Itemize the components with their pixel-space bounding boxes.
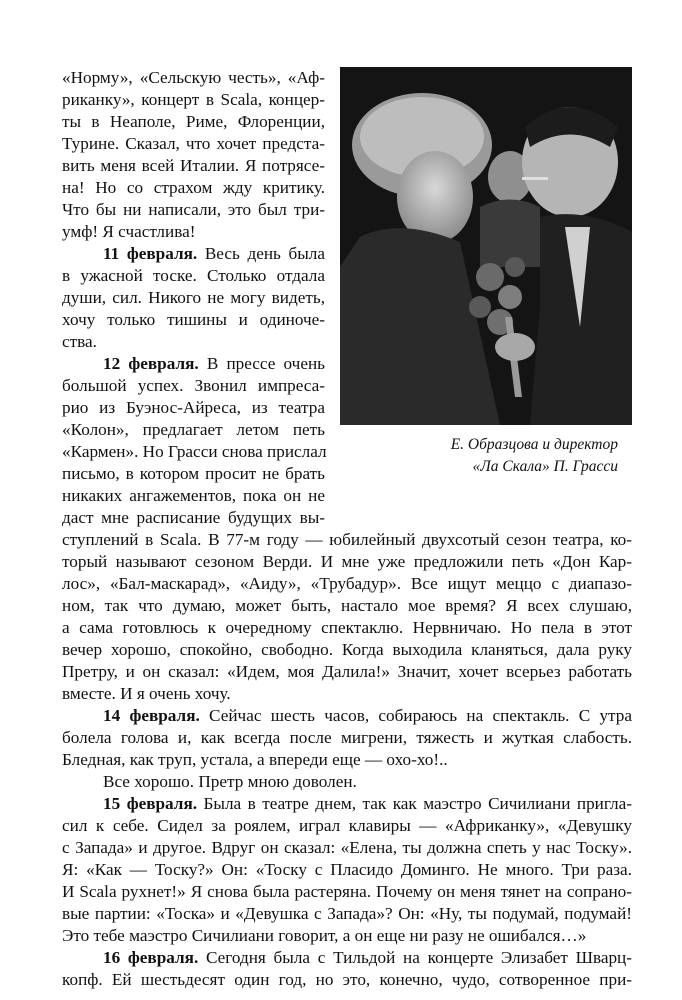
text-line: Это тебе маэстро Сичилиани говорит, а он еще ни разу не ошибался…» [62,926,587,945]
text-line: Сегодня была с Тильдой на концерте Элизабет Шварц- [198,948,632,967]
text-line: умф! Я счастлива! [62,222,196,241]
text-line: вечер хорошо, спокойно, свободно. Когда выходила кланяться, дала руку [62,640,632,659]
text-line: Я: «Как — Тоску?» Он: «Тоску с Пласидо Доминго. Не много. Три раза. [62,860,632,879]
photo [340,67,632,425]
text-line: на! Но со страхом жду критику. [62,178,325,197]
text-line: «Колон», предлагает летом петь [62,420,325,439]
text-line: В прессе очень [198,354,325,373]
text-line: большой успех. Звонил импреса- [62,376,325,395]
text-line: сил к себе. Сидел за роялем, играл клавиры — «Африканку», «Девушку [62,816,632,835]
text-line: никаких ангажементов, пока он не [62,486,325,505]
text-line: Бледная, как труп, устала, а впереди еще — охо-хо!.. [62,750,448,769]
text-line: Была в театре днем, так как маэстро Сичилиани пригла- [197,794,632,813]
diary-entry-heading [103,705,632,727]
text-line: даст мне расписание будущих вы- [62,508,325,527]
entry-date: 14 февраля. [103,706,200,725]
text-line: «Кармен». Но Грасси снова прислал [62,442,327,461]
text-line: хочу только тишины и одиноче- [62,310,325,329]
text-line: Весь день была [197,244,325,263]
text-line: Сейчас шесть часов, собираюсь на спектакль. С утра [199,706,632,725]
entry-date: 11 февраля. [103,244,198,263]
text-line: в ужасной тоске. Столько отдала [62,266,325,285]
text-line: с Запада» и другое. Вдруг он сказал: «Елена, ты должна спеть у нас Тоску». [62,838,632,857]
diary-entry-heading [103,243,325,265]
text-line: риканку», концерт в Scala, концер- [62,90,325,109]
text-line: ства. [62,332,97,351]
text-line: Турине. Сказал, что хочет предста- [62,134,325,153]
text-line: вместе. И я очень хочу. [62,684,231,703]
text-line: торый называют сезоном Верди. И мне уже предложили петь «Дон Кар- [62,552,632,571]
diary-entry-heading [103,353,325,375]
text-line: а сама готовлюсь к очередному спектаклю. Нервничаю. Но пела в этот [62,618,632,637]
text-line: ты в Неаполе, Риме, Флоренции, [62,112,325,131]
text-line: «Норму», «Сельскую честь», «Аф- [62,68,325,87]
entry-date: 12 февраля. [103,354,199,373]
photo-caption: Е. Образцова и директор [450,436,618,453]
text-line: Что бы ни написали, это был три- [62,200,325,219]
diary-entry-heading [103,947,632,969]
text-line: лос», «Бал-маскарад», «Аиду», «Трубадур». Все ищут меццо с диапазо- [62,574,632,593]
text-line: письмо, в котором просит не брать [62,464,325,483]
diary-entry-heading [103,793,632,815]
text-line: Все хорошо. Претр мною доволен. [103,772,357,791]
text-line: ном, так что думаю, может быть, настало мое время? Я всех слушаю, [62,596,632,615]
text-line: И Scala рухнет!» Я снова была растеряна. Почему он меня тянет на сопрано- [62,882,632,901]
text-line: души, сил. Никого не могу видеть, [62,288,325,307]
text-line: вые партии: «Тоска» и «Девушка с Запада»? Он: «Ну, ты подумай, подумай! [62,904,632,923]
text-line: Претру, и он сказал: «Идем, моя Далила!» Значит, хочет всерьез работать [62,662,632,681]
text-line: ступлений в Scala. В 77-м году — юбилейный двухсотый сезон театра, ко- [62,530,632,549]
photo-caption: «Ла Скала» П. Грасси [472,458,618,475]
entry-date: 15 февраля. [103,794,198,813]
photo-icon [340,67,632,425]
text-line: копф. Ей шестьдесят один год, но это, конечно, чудо, сотворенное при- [62,970,632,989]
text-line: вить меня всей Италии. Я потрясе- [62,156,325,175]
text-line: рио из Буэнос-Айреса, из театра [62,398,325,417]
entry-date: 16 февраля. [103,948,199,967]
text-line: болела голова и, как всегда после мигрени, тяжесть и жуткая слабость. [62,728,632,747]
